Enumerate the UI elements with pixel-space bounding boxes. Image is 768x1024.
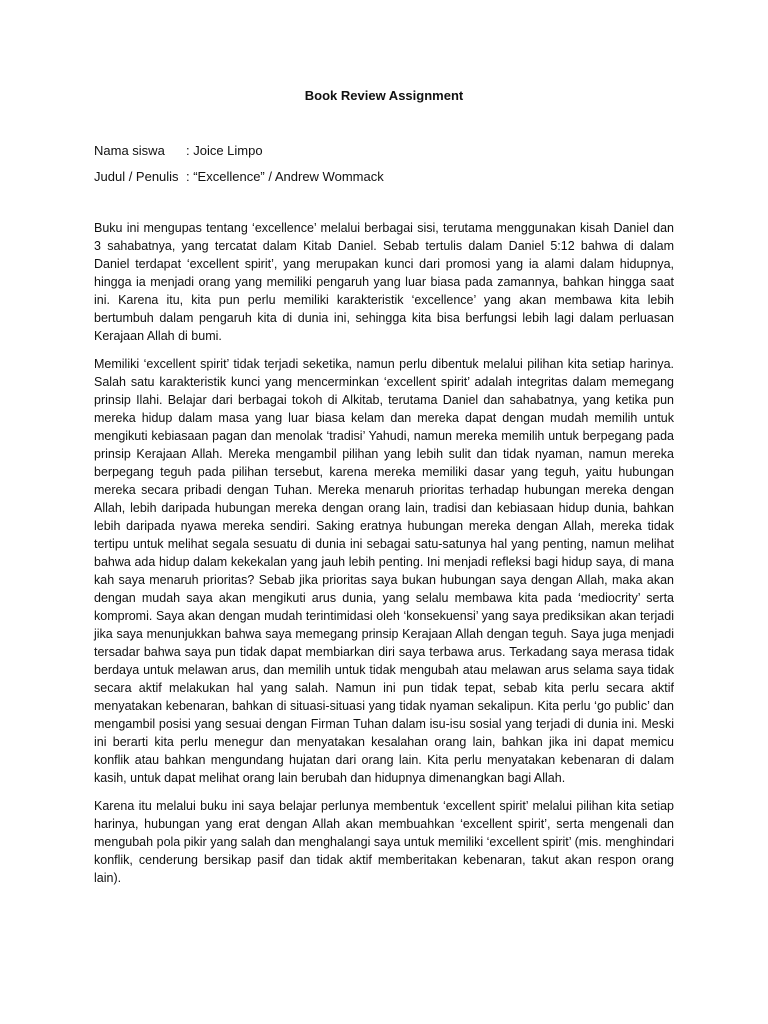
student-name-label: Nama siswa (94, 143, 165, 158)
title-author-row (94, 168, 694, 186)
title-author-value: : “Excellence” / Andrew Wommack (186, 169, 384, 184)
student-name-row (94, 142, 694, 160)
paragraph-intro: Buku ini mengupas tentang ‘excellence’ melalui berbagai sisi, terutama menggunakan kisah Daniel dan 3 sahabatnya, yang tercatat dalam Kitab Daniel. Sebab tertulis dalam Daniel 5:12 bahwa di dalam Daniel terdapat ‘excellent spirit’, yang merupakan kunci dari promosi yang ia alami dalam hidupnya, hingga ia menjadi orang yang memiliki pengaruh yang luar biasa pada zamannya, bahkan hingga saat ini. Karena itu, kita pun perlu memiliki karakteristik ‘excellence’ yang akan membawa kita lebih bertumbuh dalam pengaruh kita di dunia ini, sehingga kita bisa berfungsi lebih lagi dalam perluasan Kerajaan Allah di bumi. (94, 221, 674, 343)
review-body (94, 219, 674, 897)
paragraph-main: Memiliki ‘excellent spirit’ tidak terjadi seketika, namun perlu dibentuk melalui pilihan kita setiap harinya. Salah satu karakteristik kunci yang mencerminkan ‘excellent spirit’ adalah integritas dalam memegang prinsip Ilahi. Belajar dari berbagai tokoh di Alkitab, terutama Daniel dan sahabatnya, yang ketika pun mereka hidup dalam masa yang luar biasa kelam dan mereka dapat dengan mudah memilih untuk mengikuti kebiasaan pagan dan menolak ‘tradisi’ Yahudi, namun mereka memilih untuk berpegang pada prinsip Kerajaan Allah. Mereka mengambil pilihan yang lebih sulit dan tidak nyaman, namun mereka berpegang teguh pada pilihan tersebut, karena mereka memiliki dasar yang teguh, yaitu hubungan mereka secara pribadi dengan Tuhan. Mereka menaruh prioritas terhadap hubungan mereka dengan Allah, lebih daripada hubungan mereka dengan orang lain, tradisi dan kebiasaan hidup dunia, bahkan lebih daripada nyawa mereka sendiri. Saking eratnya hubungan mereka dengan Allah, mereka tidak tertipu untuk melihat segala sesuatu di dunia ini sebagai satu-satunya hal yang penting, namun melihat bahwa ada hidup dalam kekekalan yang jauh lebih penting. Ini menjadi refleksi bagi hidup saya, di mana kah saya menaruh prioritas? Sebab jika prioritas saya bukan hubungan saya dengan Allah, maka akan dengan mudah saya akan mengikuti arus dunia, yang selalu membawa kita pada ‘mediocrity’ serta kompromi. Saya akan dengan mudah terintimidasi oleh ‘konsekuensi’ yang saya prediksikan akan terjadi jika saya menunjukkan bahwa saya memegang prinsip Kerajaan Allah dengan teguh. Saya juga menjadi tersadar bahwa saya pun tidak dapat membiarkan diri saya terbawa arus. Terkadang saya merasa tidak berdaya untuk melawan arus, dan memilih untuk tidak mengubah atau melawan arus selama saya tidak secara aktif melakukan hal yang salah. Namun ini pun tidak tepat, sebab kita perlu secara aktif menyatakan kebenaran, bahkan di situasi-situasi yang tidak nyaman sekalipun. Kita perlu ‘go public’ dan mengambil posisi yang sesuai dengan Firman Tuhan dalam isu-isu sosial yang terjadi di dunia ini. Meski ini berarti kita perlu menegur dan menyatakan kesalahan orang lain, bahkan jika ini dapat memicu konflik atau bahkan mengundang hujatan dari orang lain. Kita perlu menyatakan kebenaran di dalam kasih, untuk dapat melihat orang lain berubah dan hidupnya dimenangkan bagi Allah. (94, 357, 674, 785)
paragraph-conclusion: Karena itu melalui buku ini saya belajar perlunya membentuk ‘excellent spirit’ melalui pilihan kita setiap harinya, hubungan yang erat dengan Allah akan membuahkan ‘excellent spirit’, serta mengenali dan mengubah pola pikir yang salah dan menghalangi saya untuk memiliki ‘excellent spirit’ (mis. menghindari konflik, cenderung bersikap pasif dan tidak aktif memberitakan kebenaran, takut akan respon orang lain). (94, 799, 674, 885)
document-title: Book Review Assignment (304, 88, 464, 103)
title-author-label: Judul / Penulis (94, 169, 179, 184)
student-name-value: : Joice Limpo (186, 143, 263, 158)
